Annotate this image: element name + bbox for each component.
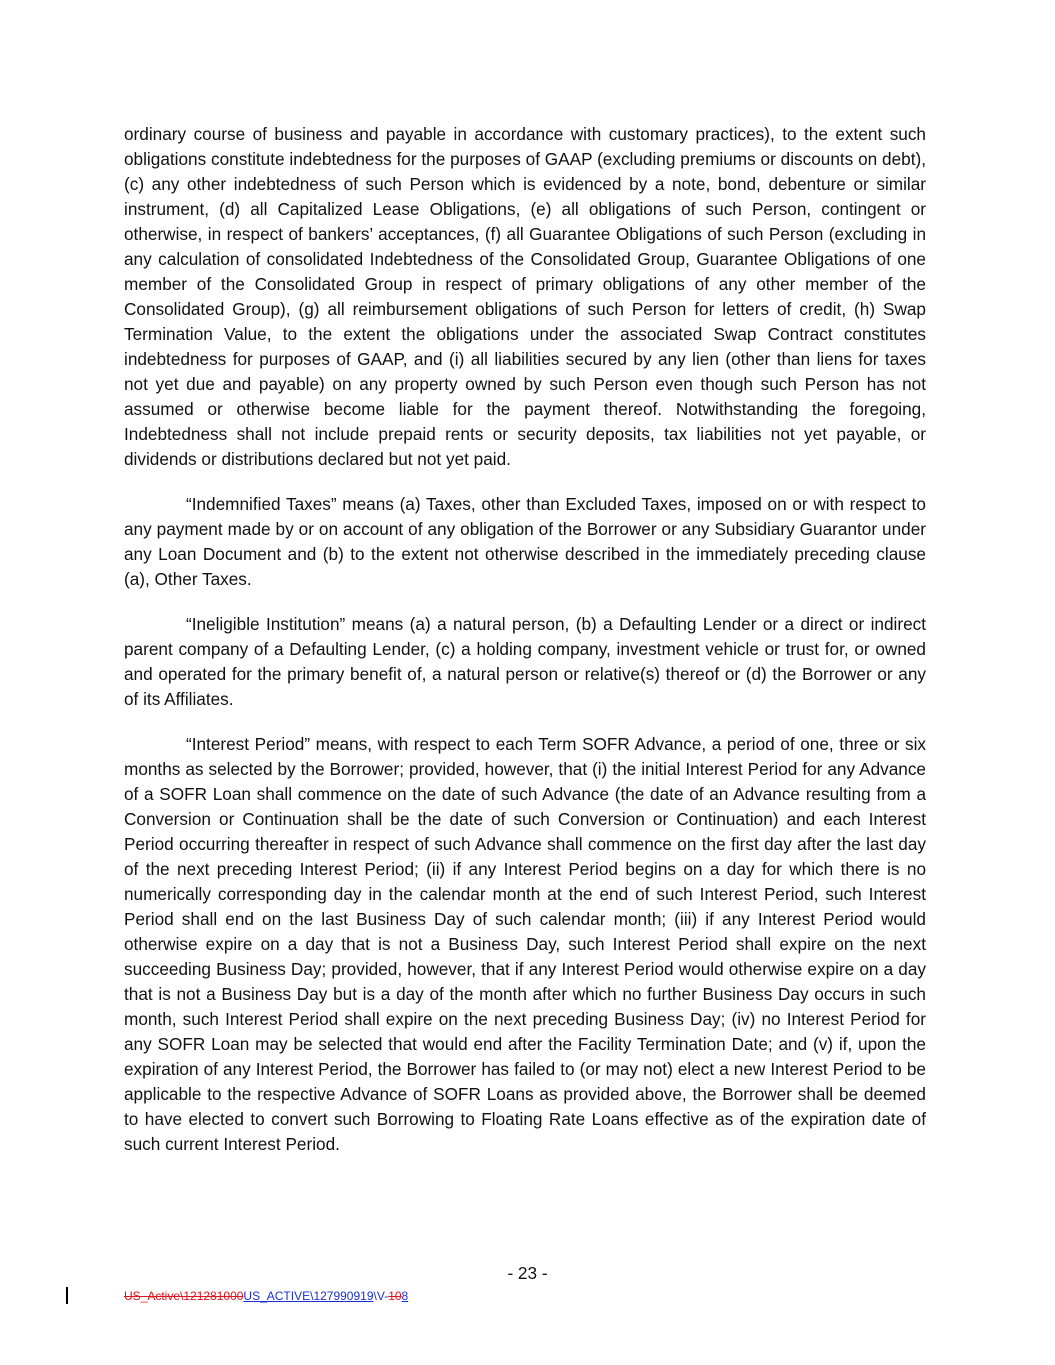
inserted-version-number: 8: [401, 1289, 409, 1303]
deleted-document-id: US_Active\121281000: [124, 1289, 244, 1303]
paragraph-indebtedness-continued: ordinary course of business and payable in accordance with customary practices), to the extent such obligations constitute indebtedness for the purposes of GAAP (excluding premiums or discounts on debt), (c) any other indebtedness of such Person which is evidenced by a note, bond, debenture or similar instrument, (d) all Capitalized Lease Obligations, (e) all obligations of such Person, contingent or otherwise, in respect of bankers’ acceptances, (f) all Guarantee Obligations of such Person (excluding in any calculation of consolidated Indebtedness of the Consolidated Group, Guarantee Obligations of one member of the Consolidated Group in respect of primary obligations of any other member of the Consolidated Group), (g) all reimbursement obligations of such Person for letters of credit, (h) Swap Termination Value, to the extent the obligations under the associated Swap Contract constitutes indebtedness for purposes of GAAP, and (i) all liabilities secured by any lien (other than liens for taxes not yet due and payable) on any property owned by such Person even though such Person has not assumed or otherwise become liable for the payment thereof. Notwithstanding the foregoing, Indebtedness shall not include prepaid rents or security deposits, tax liabilities not yet payable, or dividends or distributions declared but not yet paid.: [124, 124, 926, 469]
paragraph-interest-period: “Interest Period” means, with respect to each Term SOFR Advance, a period of one, three or six months as selected by the Borrower; provided, however, that (i) the initial Interest Period for any Advance of a SOFR Loan shall commence on the date of such Advance (the date of an Advance resulting from a Conversion or Continuation shall be the date of such Conversion or Continuation) and each Interest Period occurring thereafter in respect of such Advance shall commence on the first day after the last day of the next preceding Interest Period; (ii) if any Interest Period begins on a day for which there is no numerically corresponding day in the calendar month at the end of such Interest Period, such Interest Period shall end on the last Business Day of such calendar month; (iii) if any Interest Period would otherwise expire on a day that is not a Business Day, such Interest Period shall expire on the next succeeding Business Day; provided, however, that if any Interest Period would otherwise expire on a day that is not a Business Day but is a day of the month after which no further Business Day occurs in such month, such Interest Period shall expire on the next preceding Business Day; (iv) no Interest Period for any SOFR Loan may be selected that would end after the Facility Termination Date; and (v) if, upon the expiration of any Interest Period, the Borrower has failed to (or may not) elect a new Interest Period to be applicable to the respective Advance of SOFR Loans as provided above, the Borrower shall be deemed to have elected to convert such Borrowing to Floating Rate Loans effective as of the expiration date of such current Interest Period.: [124, 734, 926, 1154]
version-separator: \V-: [373, 1289, 389, 1303]
inserted-document-id: US_ACTIVE\127990919: [243, 1289, 374, 1303]
document-body: [124, 122, 926, 1157]
change-bar: [66, 1287, 68, 1304]
paragraph-ineligible-institution: “Ineligible Institution” means (a) a natural person, (b) a Defaulting Lender or a direct or indirect parent company of a Defaulting Lender, (c) a holding company, investment vehicle or trust for, or owned and operated for the primary benefit of, a natural person or relative(s) thereof or (d) the Borrower or any of its Affiliates.: [124, 614, 926, 709]
page-number: - 23 -: [507, 1263, 548, 1283]
document-id-footer: [124, 1288, 408, 1304]
paragraph-indemnified-taxes: “Indemnified Taxes” means (a) Taxes, other than Excluded Taxes, imposed on or with respect to any payment made by or on account of any obligation of the Borrower or any Subsidiary Guarantor under any Loan Document and (b) to the extent not otherwise described in the immediately preceding clause (a), Other Taxes.: [124, 494, 926, 589]
deleted-version-number: 10: [388, 1289, 402, 1303]
